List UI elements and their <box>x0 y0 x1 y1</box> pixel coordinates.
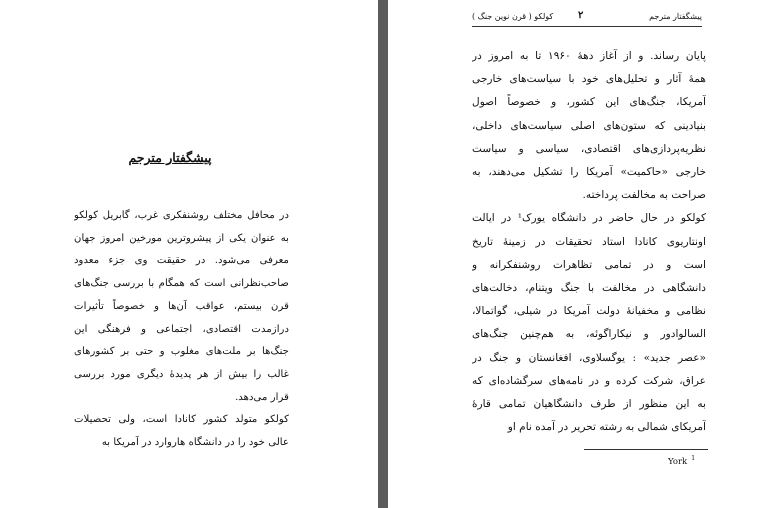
text-line: کولکو در حال حاضر در دانشگاه یورک¹ در ایالت <box>472 212 706 225</box>
footnote-marker: 1 <box>691 455 696 462</box>
text-line: به این منظور از طرف دانشگاهیان تمامی قارهٔ <box>472 398 706 411</box>
left-page <box>0 0 378 508</box>
text-line: عراق، شرکت کرده و در نامه‌های سرگشاده‌ای که <box>472 374 706 387</box>
footnote-text: York <box>668 456 688 467</box>
section-title: پیشگفتار مترجم <box>128 150 212 165</box>
text-line: همهٔ آثار و تحلیل‌های خود با سیاست‌های خارجی <box>472 73 706 86</box>
text-line: صاحب‌نظرانی است که همگام با بررسی جنگ‌های <box>74 278 289 290</box>
text-line: کولکو متولد کشور کانادا است، ولی تحصیلات <box>74 414 289 426</box>
text-line: عالی خود را در دانشگاه هاروارد در آمریکا به <box>101 437 289 449</box>
text-line: غالب را بیش از هر پدیدهٔ دیگری مورد بررسی <box>74 368 289 380</box>
text-line: صراحت به مخالفت پرداخته. <box>582 189 706 202</box>
right-page <box>388 0 768 508</box>
page-gutter <box>378 0 388 508</box>
text-line: «عصر جدید» : یوگسلاوی، افغانستان و جنگ در <box>472 351 706 364</box>
text-line: دانشگاهی در مخالفت با جنگ ویتنام، دخالت‌های <box>472 282 706 295</box>
header-title: پیشگفتار مترجم <box>649 12 702 21</box>
text-line: آمریکای شمالی به رشته تحریر در آمده نام او <box>507 421 706 434</box>
text-line: خارجی «حاکمیت» آمریکا را تشکیل می‌دهند، به <box>472 166 706 179</box>
text-line: بنیادینی که ستون‌های اصلی سیاست‌های داخلی، <box>472 119 706 132</box>
page-number: ۲ <box>578 10 584 21</box>
footnote <box>668 455 695 467</box>
text-line: السالوادور و نیکاراگوئه، به هم‌چنین جنگ‌های <box>472 328 706 341</box>
text-line: جنگ‌ها بر ملت‌های مغلوب و حتی بر کشورهای <box>74 346 289 358</box>
header-book-title: کولکو ( قرن نوین جنگ ) <box>472 12 554 21</box>
right-page-body <box>472 45 706 439</box>
text-line: است و در تمامی تظاهرات روشنفکرانه و <box>472 258 706 271</box>
footnote-rule <box>584 449 708 450</box>
text-line: نظامی و مخفیانهٔ دولت آمریکا در شیلی، گواتمالا، <box>472 305 706 318</box>
text-line: معرفی می‌شود. در حقیقت وی جزء معدود <box>74 255 289 267</box>
text-line: آمریکا، جنگ‌های این کشور، و خصوصاً اصول <box>472 96 706 109</box>
text-line: درازمدت اقتصادی، اجتماعی و فرهنگی این <box>74 323 289 335</box>
text-line: در محافل مختلف روشنفکری غرب، گابریل کولکو <box>74 210 289 221</box>
text-line: قرار می‌دهد. <box>235 391 289 403</box>
header-rule <box>472 26 702 27</box>
text-line: پایان رساند. و از آغاز دههٔ ۱۹۶۰ تا به امروز در <box>472 50 706 62</box>
text-line: نظریه‌پردازی‌های اقتصادی، سیاسی و سیاست <box>472 142 706 155</box>
text-line: قرن بیستم، عواقب آن‌ها و خصوصاً تأثیرات <box>74 300 289 312</box>
text-line: اونتاریوی کانادا استاد تحقیقات در زمینهٔ تاریخ <box>472 235 706 248</box>
text-line: به عنوان یکی از پیشروترین مورخین امروز جهان <box>74 232 289 244</box>
left-page-body <box>74 205 289 455</box>
